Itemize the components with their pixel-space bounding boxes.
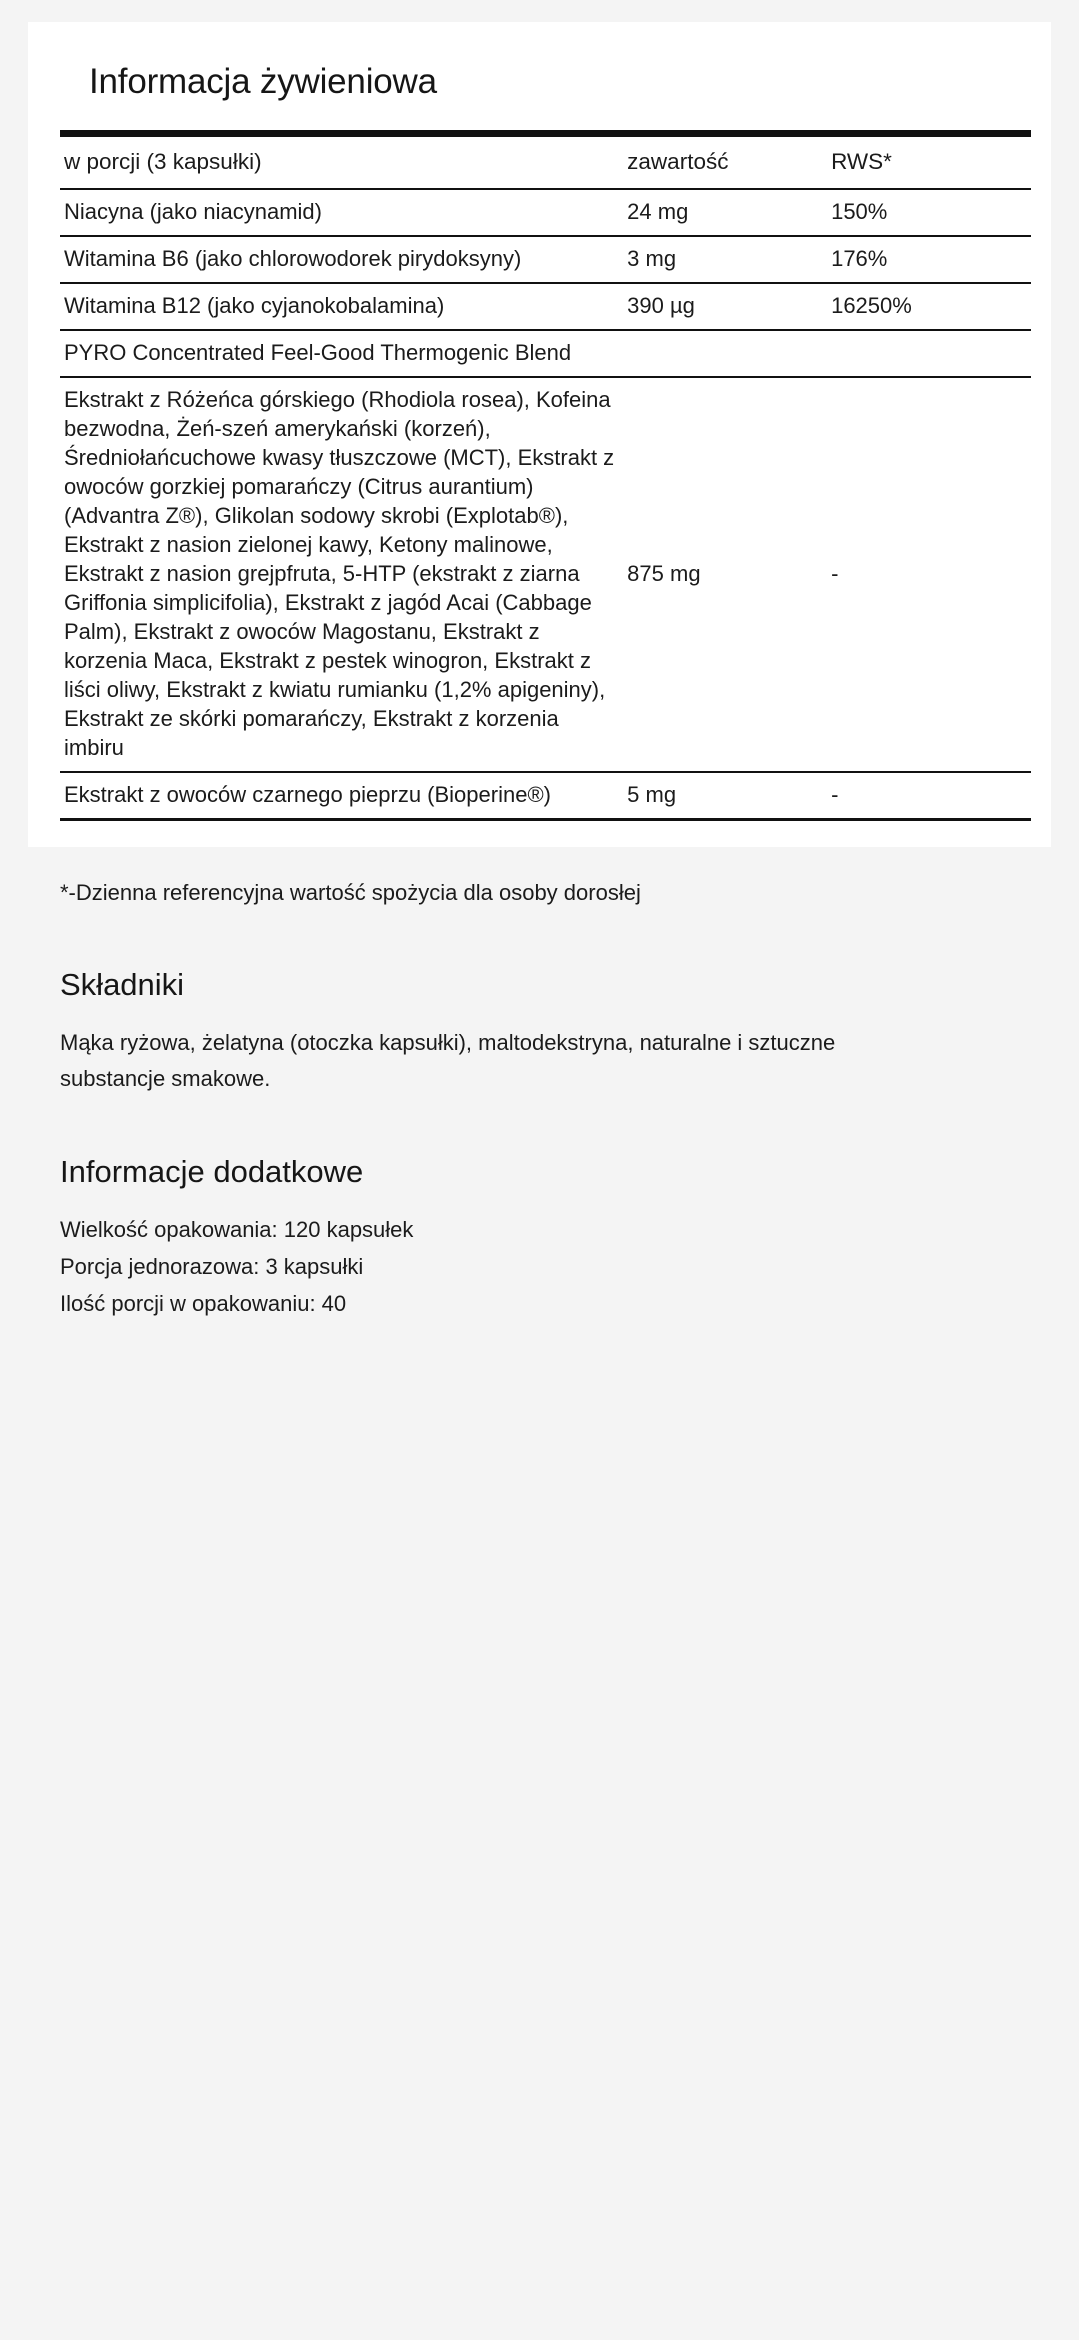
nutrient-name: Witamina B12 (jako cyjanokobalamina) (60, 283, 623, 330)
nutrition-table (60, 130, 1031, 821)
nutrient-rws: 16250% (827, 283, 1031, 330)
blend-rws (827, 330, 1031, 377)
table-body (60, 189, 1031, 820)
table-header-row (60, 134, 1031, 189)
blend-ingredient-list: Ekstrakt z Różeńca górskiego (Rhodiola rosea), Kofeina bezwodna, Żeń-szeń amerykański (korzeń), Średniołańcuchowe kwasy tłuszczowe (MCT), Ekstrakt z owoców gorzkiej pomarańczy (Citrus aurantium) (Advantra Z®), Glikolan sodowy skrobi (Explotab®), Ekstrakt z nasion zielonej kawy, Ketony malinowe, Ekstrakt z nasion grejpfruta, 5-HTP (ekstrakt z ziarna Griffonia simplicifolia), Ekstrakt z jagód Acai (Cabbage Palm), Ekstrakt z owoców Magostanu, Ekstrakt z korzenia Maca, Ekstrakt z pestek winogron, Ekstrakt z liści oliwy, Ekstrakt z kwiatu rumianku (1,2% apigeniny), Ekstrakt ze skórki pomarańczy, Ekstrakt z korzenia imbiru (60, 377, 623, 772)
table-row (60, 189, 1031, 236)
ingredients-title: Składniki (60, 967, 185, 1003)
nutrient-name: Niacyna (jako niacynamid) (60, 189, 623, 236)
column-header-serving: w porcji (3 kapsułki) (60, 134, 623, 189)
additional-info-section (60, 1154, 860, 1323)
nutrient-amount: 5 mg (623, 772, 827, 820)
nutrient-name: Witamina B6 (jako chlorowodorek pirydoksyny) (60, 236, 623, 283)
nutrient-name: Ekstrakt z owoców czarnego pieprzu (Bioperine®) (60, 772, 623, 820)
nutrition-panel (28, 22, 1051, 847)
table-head (60, 134, 1031, 189)
table-row (60, 236, 1031, 283)
column-header-rws: RWS* (827, 134, 1031, 189)
table-row-blend-heading (60, 330, 1031, 377)
blend-name: PYRO Concentrated Feel-Good Thermogenic Blend (60, 330, 623, 377)
ingredients-body: Mąka ryżowa, żelatyna (otoczka kapsułki), maltodekstryna, naturalne i sztuczne substancje smakowe. (60, 1030, 836, 1091)
rws-footnote: *-Dzienna referencyjna wartość spożycia dla osoby dorosłej (60, 880, 641, 906)
nutrient-amount: 24 mg (623, 189, 827, 236)
nutrient-rws: 176% (827, 236, 1031, 283)
table-row (60, 283, 1031, 330)
blend-ingredient-rws: - (827, 377, 1031, 772)
bottom-spacer (28, 1323, 1051, 1393)
nutrition-page (0, 22, 1079, 1393)
nutrient-amount: 390 µg (623, 283, 827, 330)
page-title: Informacja żywieniowa (89, 62, 437, 101)
table-row-blend-ingredients (60, 377, 1031, 772)
additional-info-line: Wielkość opakowania: 120 kapsułek (60, 1217, 414, 1243)
additional-info-line: Ilość porcji w opakowaniu: 40 (60, 1291, 347, 1317)
nutrient-rws: 150% (827, 189, 1031, 236)
nutrient-amount: 3 mg (623, 236, 827, 283)
additional-info-line: Porcja jednorazowa: 3 kapsułki (60, 1254, 364, 1280)
page-body (0, 877, 1079, 1393)
additional-info-title: Informacje dodatkowe (60, 1154, 364, 1190)
column-header-amount: zawartość (623, 134, 827, 189)
nutrient-rws: - (827, 772, 1031, 820)
table-row (60, 772, 1031, 820)
ingredients-section (60, 967, 860, 1096)
blend-ingredient-amount: 875 mg (623, 377, 827, 772)
blend-amount (623, 330, 827, 377)
